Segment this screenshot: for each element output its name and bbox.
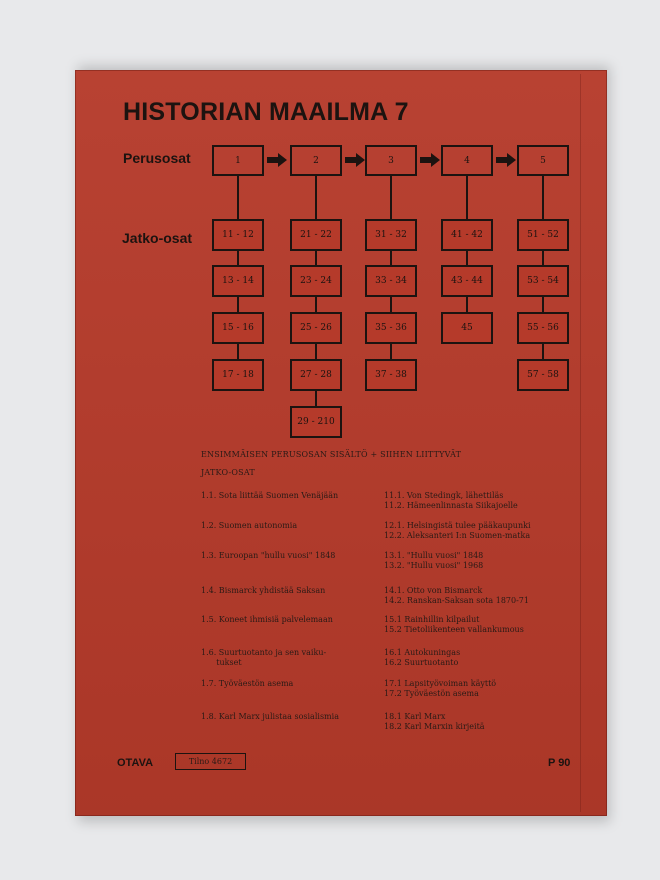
base-part-box: 5 bbox=[517, 145, 569, 176]
extension-part-box: 55 - 56 bbox=[517, 312, 569, 344]
extension-part-box: 13 - 14 bbox=[212, 265, 264, 297]
extension-part-box: 41 - 42 bbox=[441, 219, 493, 251]
contents-item-left: 1.6. Suurtuotanto ja sen vaiku- tukset bbox=[201, 648, 327, 667]
extension-part-box: 45 bbox=[441, 312, 493, 344]
extension-part-box: 23 - 24 bbox=[290, 265, 342, 297]
base-part-box: 4 bbox=[441, 145, 493, 176]
extension-part-box: 29 - 210 bbox=[290, 406, 342, 438]
contents-item-right: 14.1. Otto von Bismarck 14.2. Ranskan-Saksan sota 1870-71 bbox=[384, 586, 529, 605]
base-part-box: 1 bbox=[212, 145, 264, 176]
contents-item-left: 1.5. Koneet ihmisiä palvelemaan bbox=[201, 615, 333, 624]
contents-item-left: 1.4. Bismarck yhdistää Saksan bbox=[201, 586, 326, 595]
arrow-right-icon bbox=[496, 153, 516, 167]
extension-part-box: 51 - 52 bbox=[517, 219, 569, 251]
publisher-name: OTAVA bbox=[117, 757, 154, 769]
extension-part-box: 27 - 28 bbox=[290, 359, 342, 391]
arrow-right-icon bbox=[420, 153, 440, 167]
contents-item-right: 17.1 Lapsityövoiman käyttö 17.2 Työväestön asema bbox=[384, 679, 497, 698]
contents-item-left: 1.2. Suomen autonomia bbox=[201, 521, 298, 530]
extension-part-box: 21 - 22 bbox=[290, 219, 342, 251]
contents-item-right: 16.1 Autokuningas 16.2 Suurtuotanto bbox=[384, 648, 461, 667]
order-number-box: Tilno 4672 bbox=[175, 753, 246, 770]
cover-fold-line bbox=[580, 74, 581, 812]
extension-part-box: 17 - 18 bbox=[212, 359, 264, 391]
contents-heading-line1: ENSIMMÄISEN PERUSOSAN SISÄLTÖ + SIIHEN LIITTYVÄT bbox=[201, 450, 462, 459]
contents-item-right: 11.1. Von Stedingk, lähettiläs 11.2. Hämeenlinnasta Siikajoelle bbox=[384, 491, 518, 510]
book-back-cover bbox=[75, 70, 607, 816]
extension-part-box: 37 - 38 bbox=[365, 359, 417, 391]
contents-item-right: 18.1 Karl Marx 18.2 Karl Marxin kirjeitä bbox=[384, 712, 485, 731]
contents-item-left: 1.3. Euroopan "hullu vuosi" 1848 bbox=[201, 551, 336, 560]
extension-part-box: 57 - 58 bbox=[517, 359, 569, 391]
contents-item-left: 1.1. Sota liittää Suomen Venäjään bbox=[201, 491, 339, 500]
base-part-box: 3 bbox=[365, 145, 417, 176]
contents-item-left: 1.8. Karl Marx julistaa sosialismia bbox=[201, 712, 339, 721]
price-label: P 90 bbox=[548, 757, 571, 769]
arrow-right-icon bbox=[345, 153, 365, 167]
extension-part-box: 31 - 32 bbox=[365, 219, 417, 251]
extension-part-box: 33 - 34 bbox=[365, 265, 417, 297]
extension-part-box: 53 - 54 bbox=[517, 265, 569, 297]
contents-heading-line2: JATKO-OSAT bbox=[201, 468, 255, 477]
extension-part-box: 11 - 12 bbox=[212, 219, 264, 251]
arrow-right-icon bbox=[267, 153, 287, 167]
extension-part-box: 25 - 26 bbox=[290, 312, 342, 344]
contents-item-right: 12.1. Helsingistä tulee pääkaupunki 12.2. Aleksanteri I:n Suomen-matka bbox=[384, 521, 531, 540]
book-title: HISTORIAN MAAILMA 7 bbox=[123, 98, 409, 126]
perusosat-label: Perusosat bbox=[123, 150, 191, 166]
jatko-osat-label: Jatko-osat bbox=[122, 230, 193, 246]
extension-part-box: 43 - 44 bbox=[441, 265, 493, 297]
contents-item-right: 13.1. "Hullu vuosi" 1848 13.2. "Hullu vuosi" 1968 bbox=[384, 551, 484, 570]
contents-item-left: 1.7. Työväestön asema bbox=[201, 679, 294, 688]
extension-part-box: 35 - 36 bbox=[365, 312, 417, 344]
base-part-box: 2 bbox=[290, 145, 342, 176]
contents-item-right: 15.1 Rainhillin kilpailut 15.2 Tietoliikenteen vallankumous bbox=[384, 615, 524, 634]
extension-part-box: 15 - 16 bbox=[212, 312, 264, 344]
